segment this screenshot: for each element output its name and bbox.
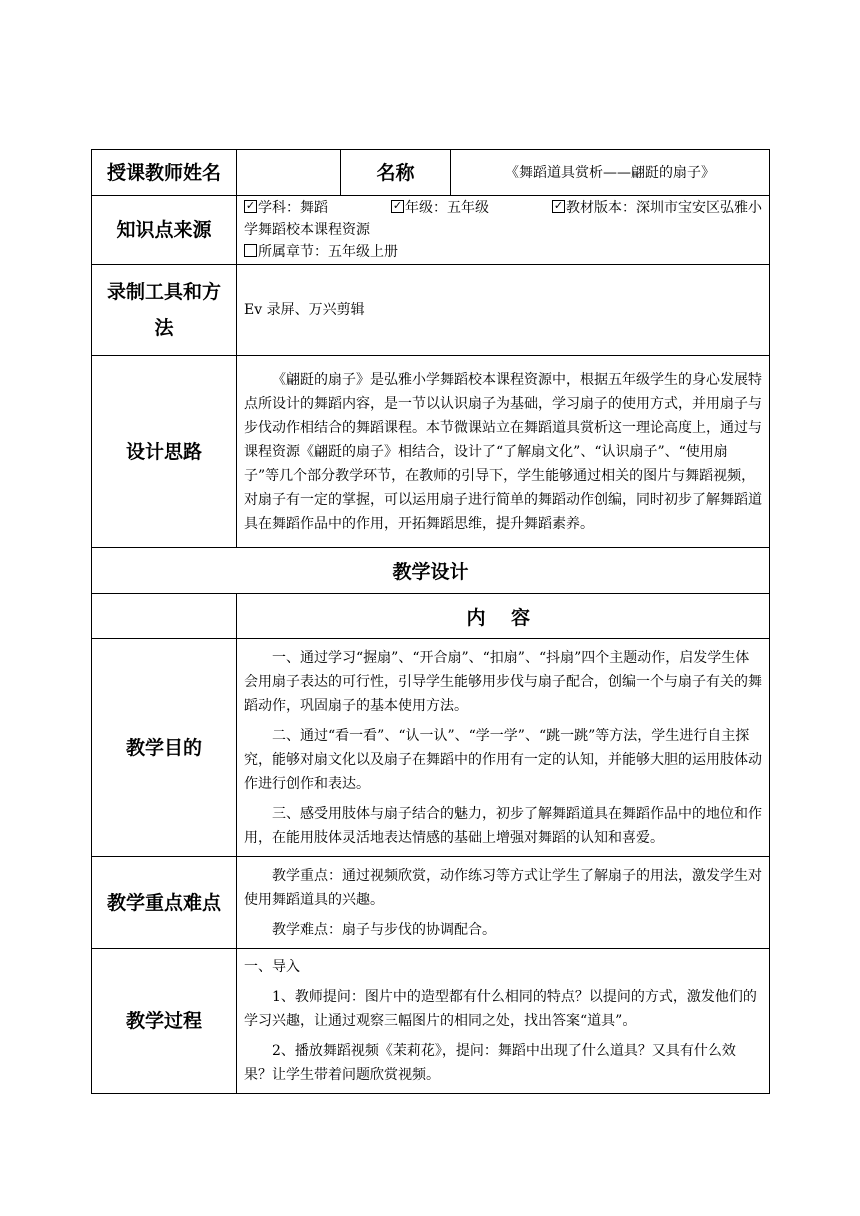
objectives-label: 教学目的: [92, 639, 237, 857]
process-step-2: 2、播放舞蹈视频《茉莉花》，提问：舞蹈中出现了什么道具？又具有什么效果？让学生带着问题欣赏视频。: [244, 1043, 736, 1083]
textbook-checkbox[interactable]: [552, 200, 565, 213]
tools-label: [92, 265, 237, 356]
name-value: 《舞蹈道具赏析——翩跹的扇子》: [451, 150, 770, 196]
textbook-text: 教材版本：深圳市宝安区弘雅小: [566, 200, 762, 216]
teacher-label: 授课教师姓名: [92, 150, 237, 196]
keypoints-value: [237, 857, 770, 949]
chapter-text: 所属章节：五年级上册: [258, 244, 398, 260]
objective-item-3: 三、感受用肢体与扇子结合的魅力，初步了解舞蹈道具在舞蹈作品中的地位和作用，在能用肢体灵活地表达情感的基础上增强对舞蹈的认知和喜爱。: [244, 805, 762, 846]
section-title-row: [92, 548, 770, 594]
objective-item-1: 一、通过学习“握扇”、“开合扇”、“扣扇”、“抖扇”四个主题动作，启发学生体会用扇子表达的可行性，引导学生能够用步伐与扇子配合，创编一个与扇子有关的舞蹈动作，巩固扇子的基本使用方法。: [244, 649, 762, 714]
keypoints-label: 教学重点难点: [92, 857, 237, 949]
design-label: 设计思路: [92, 356, 237, 548]
section-title: 教学设计: [92, 548, 770, 594]
objective-item-2: 二、通过“看一看”、“认一认”、“学一学”、“跳一跳”等方法，学生进行自主探究，能够对扇文化以及扇子在舞蹈中的作用有一定的认知，并能够大胆的运用肢体动作进行创作和表达。: [244, 727, 762, 792]
grade-item: [391, 197, 489, 219]
process-step-1: 1、教师提问：图片中的造型都有什么相同的特点？以提问的方式，激发他们的学习兴趣，让通过观察三幅图片的相同之处，找出答案“道具”。: [244, 989, 757, 1029]
objectives-value: [237, 639, 770, 857]
keypoints-focus: 教学重点：通过视频欣赏，动作练习等方式让学生了解扇子的用法，激发学生对使用舞蹈道具的兴趣。: [244, 867, 762, 908]
keypoints-row: [92, 857, 770, 949]
tools-row: [92, 265, 770, 356]
chapter-item: [244, 241, 762, 263]
subject-text: 学科：舞蹈: [258, 200, 328, 216]
source-label: 知识点来源: [92, 196, 237, 265]
process-row: [92, 949, 770, 1094]
grade-text: 年级：五年级: [405, 200, 489, 216]
source-value: [237, 196, 770, 265]
process-value: [237, 949, 770, 1094]
content-header: 内 容: [237, 594, 770, 639]
name-label: 名称: [341, 150, 451, 196]
tools-label-line2: 法: [154, 317, 174, 339]
tools-label-line1: 录制工具和方: [106, 281, 221, 303]
content-header-empty: [92, 594, 237, 639]
teacher-value: [237, 150, 341, 196]
textbook-continuation: 学舞蹈校本课程资源: [244, 222, 370, 238]
source-line-1: [244, 197, 762, 219]
subject-item: [244, 197, 328, 219]
keypoints-difficulty: 教学难点：扇子与步伐的协调配合。: [272, 921, 496, 938]
grade-checkbox[interactable]: [391, 200, 404, 213]
process-intro: 一、导入: [244, 959, 300, 975]
lesson-plan-table: [91, 149, 770, 1094]
objectives-row: [92, 639, 770, 857]
design-row: [92, 356, 770, 548]
header-row: [92, 150, 770, 196]
tools-value: Ev 录屏、万兴剪辑: [237, 265, 770, 356]
process-label: 教学过程: [92, 949, 237, 1094]
textbook-item: [552, 197, 762, 219]
subject-checkbox[interactable]: [244, 200, 257, 213]
design-text: 《翩跹的扇子》是弘雅小学舞蹈校本课程资源中，根据五年级学生的身心发展特点所设计的舞蹈内容，是一节以认识扇子为基础，学习扇子的使用方式，并用扇子与步伐动作相结合的舞蹈课程。本节微课站立在舞蹈道具赏析这一理论高度上，通过与课程资源《翩跹的扇子》相结合，设计了“了解扇文化”、“认识扇子”、“使用扇子”等几个部分教学环节，在教师的引导下，学生能够通过相关的图片与舞蹈视频，对扇子有一定的掌握，可以运用扇子进行简单的舞蹈动作创编，同时初步了解舞蹈道具在舞蹈作品中的作用，开拓舞蹈思维，提升舞蹈素养。: [244, 371, 762, 532]
chapter-checkbox[interactable]: [244, 244, 257, 257]
content-header-row: [92, 594, 770, 639]
design-value: [237, 356, 770, 548]
source-row: [92, 196, 770, 265]
